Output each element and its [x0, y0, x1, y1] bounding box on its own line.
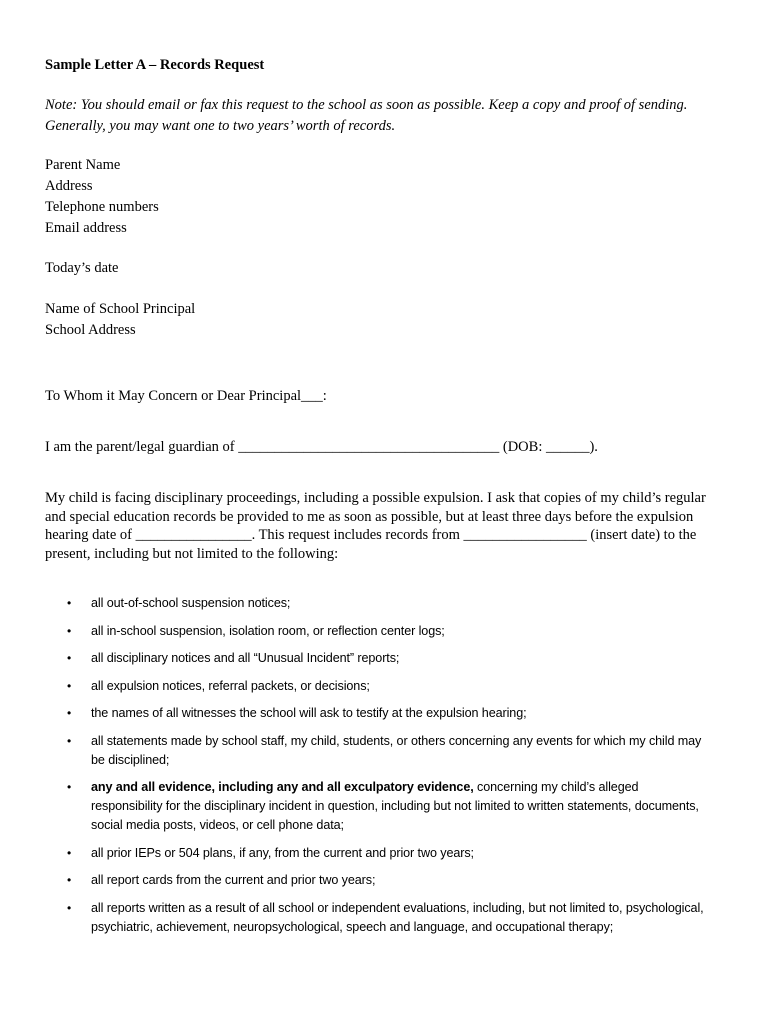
records-list: [0, 594, 770, 945]
date-line: [45, 258, 118, 279]
list-item-text: all statements made by school staff, my child, students, or others concerning any events for which my child may be disciplined;: [91, 733, 702, 767]
sender-phone: Telephone numbers: [45, 199, 159, 215]
sender-email: Email address: [45, 220, 127, 236]
sender-block: [45, 155, 159, 239]
list-item: [0, 778, 770, 835]
list-item: [0, 871, 770, 890]
bullet-icon: •: [67, 596, 72, 610]
list-item: [0, 899, 770, 937]
note-paragraph: Note: You should email or fax this request to the school as soon as possible. Keep a copy and proof of sending. Generally, you may want one to two years’ worth of records.: [45, 97, 688, 134]
list-item-text: all reports written as a result of all school or independent evaluations, including, but not limited to, psychological, psychiatric, achievement, neuropsychological, speech and language, and occupational therapy;: [91, 900, 704, 934]
salutation: [45, 386, 327, 407]
salutation-text: To Whom it May Concern or Dear Principal___:: [45, 388, 327, 404]
bullet-icon: •: [67, 873, 72, 887]
list-item: [0, 732, 770, 770]
list-item: [0, 844, 770, 863]
body-paragraph: My child is facing disciplinary proceedings, including a possible expulsion. I ask that copies of my child’s regular and special education records be provided to me as soon as possible, but at least three days before the expulsion hearing date of ________________. This request includes records from _________________ (insert date) to the present, including but not limited to the following:: [45, 490, 706, 562]
page-title: Sample Letter A – Records Request: [45, 57, 265, 73]
list-item-text: all prior IEPs or 504 plans, if any, from the current and prior two years;: [91, 845, 474, 860]
intro-line: [45, 437, 598, 458]
bullet-icon: •: [67, 651, 72, 665]
bullet-icon: •: [67, 623, 72, 638]
sender-address: Address: [45, 178, 93, 194]
list-item: [0, 622, 770, 641]
list-item-text: all in-school suspension, isolation room, or reflection center logs;: [91, 623, 445, 638]
sender-name: Parent Name: [45, 157, 121, 173]
recipient-block: [45, 299, 195, 341]
list-item-text: all out-of-school suspension notices;: [91, 596, 291, 610]
list-item-text: concerning my child’s alleged responsibility for the disciplinary incident in question, including but not limited to written statements, documents, social media posts, videos, or cell phone data;: [91, 780, 699, 832]
letter-date: Today’s date: [45, 260, 119, 276]
list-item: [0, 649, 770, 668]
bullet-icon: •: [67, 780, 72, 794]
recipient-address: School Address: [45, 322, 136, 338]
list-item-bold-text: any and all evidence, including any and all exculpatory evidence,: [91, 780, 474, 794]
list-item: [0, 594, 770, 613]
bullet-icon: •: [67, 845, 72, 860]
list-item: [0, 677, 770, 696]
list-item-text: all disciplinary notices and all “Unusual Incident” reports;: [91, 651, 400, 665]
list-item-text: all report cards from the current and prior two years;: [91, 873, 376, 887]
bullet-icon: •: [67, 678, 72, 693]
intro-text: I am the parent/legal guardian of ____________________________________ (DOB: ______).: [45, 439, 598, 455]
bullet-icon: •: [67, 706, 72, 720]
bullet-icon: •: [67, 733, 72, 748]
list-item-text: the names of all witnesses the school will ask to testify at the expulsion hearing;: [91, 706, 527, 720]
bullet-icon: •: [67, 900, 72, 915]
list-item-text: all expulsion notices, referral packets, or decisions;: [91, 678, 370, 693]
list-item: [0, 704, 770, 723]
recipient-name: Name of School Principal: [45, 301, 196, 317]
